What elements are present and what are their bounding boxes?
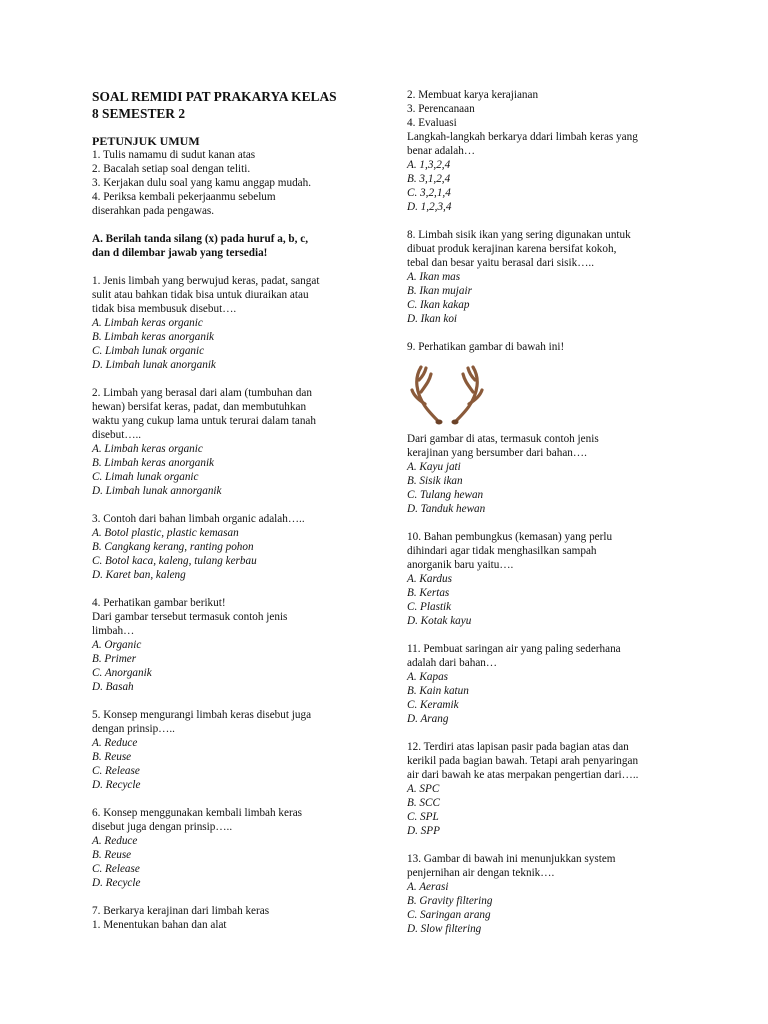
answer-option: D. Karet ban, kaleng — [92, 569, 186, 581]
answer-option: D. Slow filtering — [407, 923, 482, 935]
answer-option: D. Arang — [407, 713, 449, 725]
instructions-heading: PETUNJUK UMUM — [92, 134, 200, 148]
question-7: 7. Berkarya kerajinan dari limbah keras 1. Menentukan bahan dan alat — [92, 905, 270, 931]
right-column — [407, 0, 683, 936]
answer-option: C. Saringan arang — [407, 909, 491, 921]
answer-option: A. Kayu jati — [407, 461, 461, 473]
answer-option: A. Kapas — [407, 671, 449, 683]
answer-option: C. Keramik — [407, 699, 459, 711]
answer-option: A. Limbah keras organic — [92, 443, 203, 455]
answer-option: B. Kertas — [407, 587, 450, 599]
answer-option: C. Tulang hewan — [407, 489, 484, 501]
instruction-item: 4. Periksa kembali pekerjaanmu sebelum — [92, 191, 276, 203]
answer-option: C. Release — [92, 863, 140, 875]
left-column — [92, 0, 364, 932]
answer-option: B. SCC — [407, 797, 440, 809]
answer-option: A. Botol plastic, plastic kemasan — [92, 527, 239, 539]
question-11: 11. Pembuat saringan air yang paling sederhana adalah dari bahan… A. Kapas B. Kain katun C. Keramik D. Arang — [407, 642, 683, 726]
answer-option: D. 1,2,3,4 — [407, 201, 452, 213]
answer-option: B. Primer — [92, 653, 137, 665]
question-6: 6. Konsep menggunakan kembali limbah keras disebut juga dengan prinsip….. A. Reduce B. Reuse C. Release D. Recycle — [92, 806, 364, 890]
question-4: 4. Perhatikan gambar berikut! Dari gambar tersebut termasuk contoh jenis limbah… A. Organic B. Primer C. Anorganik D. Basah — [92, 596, 364, 694]
answer-option: C. Botol kaca, kaleng, tulang kerbau — [92, 555, 257, 567]
answer-option: A. Organic — [92, 639, 142, 651]
answer-option: A. Aerasi — [407, 881, 449, 893]
instruction-item: 2. Bacalah setiap soal dengan teliti. — [92, 163, 251, 175]
answer-option: D. Limbah lunak annorganik — [92, 485, 222, 497]
answer-option: D. Limbah lunak anorganik — [92, 359, 216, 371]
answer-option: A. Reduce — [92, 835, 138, 847]
answer-option: C. Release — [92, 765, 140, 777]
instruction-item: 1. Tulis namamu di sudut kanan atas — [92, 149, 256, 161]
question-3: 3. Contoh dari bahan limbah organic adalah….. A. Botol plastic, plastic kemasan B. Cangkang kerang, ranting pohon C. Botol kaca, kaleng, tulang kerbau D. Karet ban, kaleng — [92, 512, 364, 582]
answer-option: D. Tanduk hewan — [407, 503, 486, 515]
instruction-item: 3. Kerjakan dulu soal yang kamu anggap mudah. — [92, 177, 312, 189]
answer-option: B. Kain katun — [407, 685, 469, 697]
answer-option: A. SPC — [407, 783, 440, 795]
answer-option: A. 1,3,2,4 — [407, 159, 451, 171]
question-1: 1. Jenis limbah yang berwujud keras, padat, sangat sulit atau bahkan tidak bisa untuk diuraikan atau tidak bisa membusuk disebut…. A. Limbah keras organic B. Limbah keras anorganik C. Limbah lunak organic D. Limbah lunak anorganik — [92, 274, 364, 372]
answer-option: B. Sisik ikan — [407, 475, 463, 487]
answer-option: D. Recycle — [92, 877, 141, 889]
answer-option: A. Ikan mas — [407, 271, 461, 283]
answer-option: B. Ikan mujair — [407, 285, 472, 297]
answer-option: D. Basah — [92, 681, 134, 693]
answer-option: A. Kardus — [407, 573, 452, 585]
answer-option: D. Ikan koi — [407, 313, 458, 325]
answer-option: D. Recycle — [92, 779, 141, 791]
question-8: 8. Limbah sisik ikan yang sering digunakan untuk dibuat produk kerajinan karena bersifat kokoh, tebal dan besar yaitu berasal dari sisik….. A. Ikan mas B. Ikan mujair C. Ikan kakap D. Ikan koi — [407, 228, 683, 326]
answer-option: C. 3,2,1,4 — [407, 187, 451, 199]
answer-option: A. Reduce — [92, 737, 138, 749]
section-a-heading: A. Berilah tanda silang (x) pada huruf a, b, c, dan d dilembar jawab yang tersedia! — [92, 233, 309, 259]
question-12: 12. Terdiri atas lapisan pasir pada bagian atas dan kerikil pada bagian bawah. Tetapi arah penyaringan air dari bawah ke atas merpakan pengertian dari….. A. SPC B. SCC C. SPL D. SPP — [407, 740, 683, 838]
answer-option: C. Plastik — [407, 601, 452, 613]
answer-option: C. Limbah lunak organic — [92, 345, 205, 357]
answer-option: B. Cangkang kerang, ranting pohon — [92, 541, 254, 553]
question-10: 10. Bahan pembungkus (kemasan) yang perlu dihindari agar tidak menghasilkan sampah anorganik baru yaitu…. A. Kardus B. Kertas C. Plastik D. Kotak kayu — [407, 530, 683, 628]
question-9: 9. Perhatikan gambar di bawah ini! Dari gambar di atas, termasuk contoh jenis kerajinan yang bersumber dari bahan…. A. Kayu jati B. Sisik ikan C. Tulang hewan D. Tanduk hewan — [407, 340, 683, 516]
answer-option: C. SPL — [407, 811, 439, 823]
question-7-continued: 2. Membuat karya kerajianan 3. Perencanaan 4. Evaluasi Langkah-langkah berkarya ddari limbah keras yang benar adalah… A. 1,3,2,4 B. 3,1,2,4 C. 3,2,1,4 D. 1,2,3,4 — [407, 88, 683, 214]
question-5: 5. Konsep mengurangi limbah keras disebut juga dengan prinsip….. A. Reduce B. Reuse C. Release D. Recycle — [92, 708, 364, 792]
answer-option: A. Limbah keras organic — [92, 317, 203, 329]
answer-option: B. Gravity filtering — [407, 895, 493, 907]
answer-option: C. Ikan kakap — [407, 299, 470, 311]
answer-option: B. Reuse — [92, 849, 132, 861]
answer-option: D. SPP — [407, 825, 440, 837]
question-13: 13. Gambar di bawah ini menunjukkan system penjernihan air dengan teknik…. A. Aerasi B. Gravity filtering C. Saringan arang D. Slow filtering — [407, 852, 683, 936]
answer-option: B. Limbah keras anorganik — [92, 457, 215, 469]
answer-option: B. Reuse — [92, 751, 132, 763]
antler-image — [409, 364, 485, 426]
answer-option: C. Limah lunak organic — [92, 471, 199, 483]
answer-option: C. Anorganik — [92, 667, 152, 679]
page-title: SOAL REMIDI PAT PRAKARYA KELAS 8 SEMESTER 2 — [92, 89, 337, 121]
answer-option: B. 3,1,2,4 — [407, 173, 451, 185]
answer-option: D. Kotak kayu — [407, 615, 472, 627]
answer-option: B. Limbah keras anorganik — [92, 331, 215, 343]
instructions-list — [92, 148, 364, 218]
question-2: 2. Limbah yang berasal dari alam (tumbuhan dan hewan) bersifat keras, padat, dan membutuhkan waktu yang cukup lama untuk terurai dalam tanah disebut….. A. Limbah keras organic B. Limbah keras anorganik C. Limah lunak organic D. Limbah lunak annorganik — [92, 386, 364, 498]
instruction-item: diserahkan pada pengawas. — [92, 205, 215, 217]
